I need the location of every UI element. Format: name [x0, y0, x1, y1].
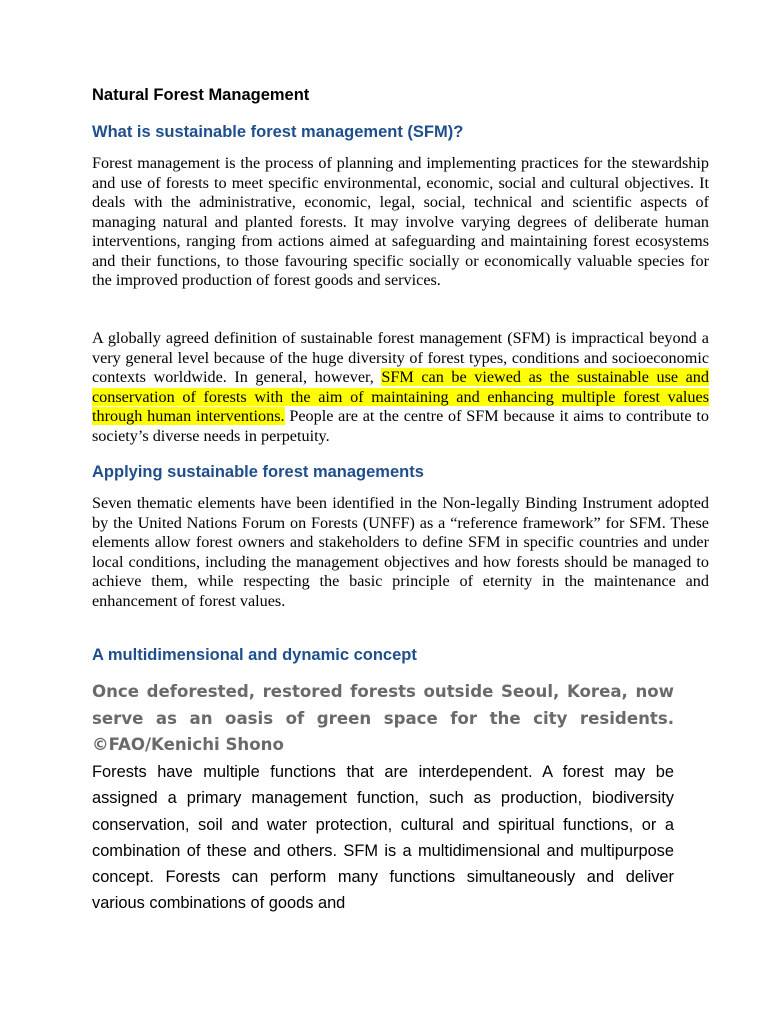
image-caption: Once deforested, restored forests outside Seoul, Korea, now serve as an oasis of green space for the city residents. ©FAO/Kenichi Shono	[92, 682, 674, 754]
section-heading-sfm: What is sustainable forest management (SFM)?	[92, 123, 464, 141]
paragraph-text: A globally agreed definition of sustainable forest management (SFM) is impractical beyond a very general level because of the huge diversity of forest types, conditions and socioeconomic contexts worldwide. In general, however,	[92, 329, 709, 386]
paragraph-multiple-functions: Forests have multiple functions that are interdependent. A forest may be assigned a primary management function, such as production, biodiversity conservation, soil and water protection, cultural and spiritual functions, or a combination of these and others. SFM is a multidimensional and multipurpose concept. Forests can perform many functions simultaneously and deliver various combinations of goods and	[92, 763, 674, 913]
paragraph-thematic-elements: Seven thematic elements have been identified in the Non-legally Binding Instrument adopted by the United Nations Forum on Forests (UNFF) as a “reference framework” for SFM. These elements allow forest owners and stakeholders to define SFM in specific countries and under local conditions, including the management objectives and how forests should be managed to achieve them, while respecting the basic principle of eternity in the maintenance and enhancement of forest values.	[92, 494, 709, 610]
paragraph-forest-management: Forest management is the process of planning and implementing practices for the stewardship and use of forests to meet specific environmental, economic, social and cultural objectives. It deals with the administrative, economic, legal, social, technical and scientific aspects of managing natural and planted forests. It may involve varying degrees of deliberate human interventions, ranging from actions aimed at safeguarding and maintaining forest ecosystems and their functions, to those favouring specific socially or economically valuable species for the improved production of forest goods and services.	[92, 154, 709, 289]
section-heading-applying-sfm: Applying sustainable forest managements	[92, 463, 424, 481]
highlighted-text: SFM can be viewed as the sustainable use and conservation of forests with the aim of maintaining and enhancing multiple forest values through human interventions.	[92, 368, 709, 425]
document-title: Natural Forest Management	[92, 86, 310, 104]
paragraph-text: People are at the centre of SFM because it aims to contribute to society’s diverse needs in perpetuity.	[92, 407, 709, 445]
section-heading-multidimensional: A multidimensional and dynamic concept	[92, 646, 417, 664]
paragraph-sfm-definition	[92, 329, 709, 446]
